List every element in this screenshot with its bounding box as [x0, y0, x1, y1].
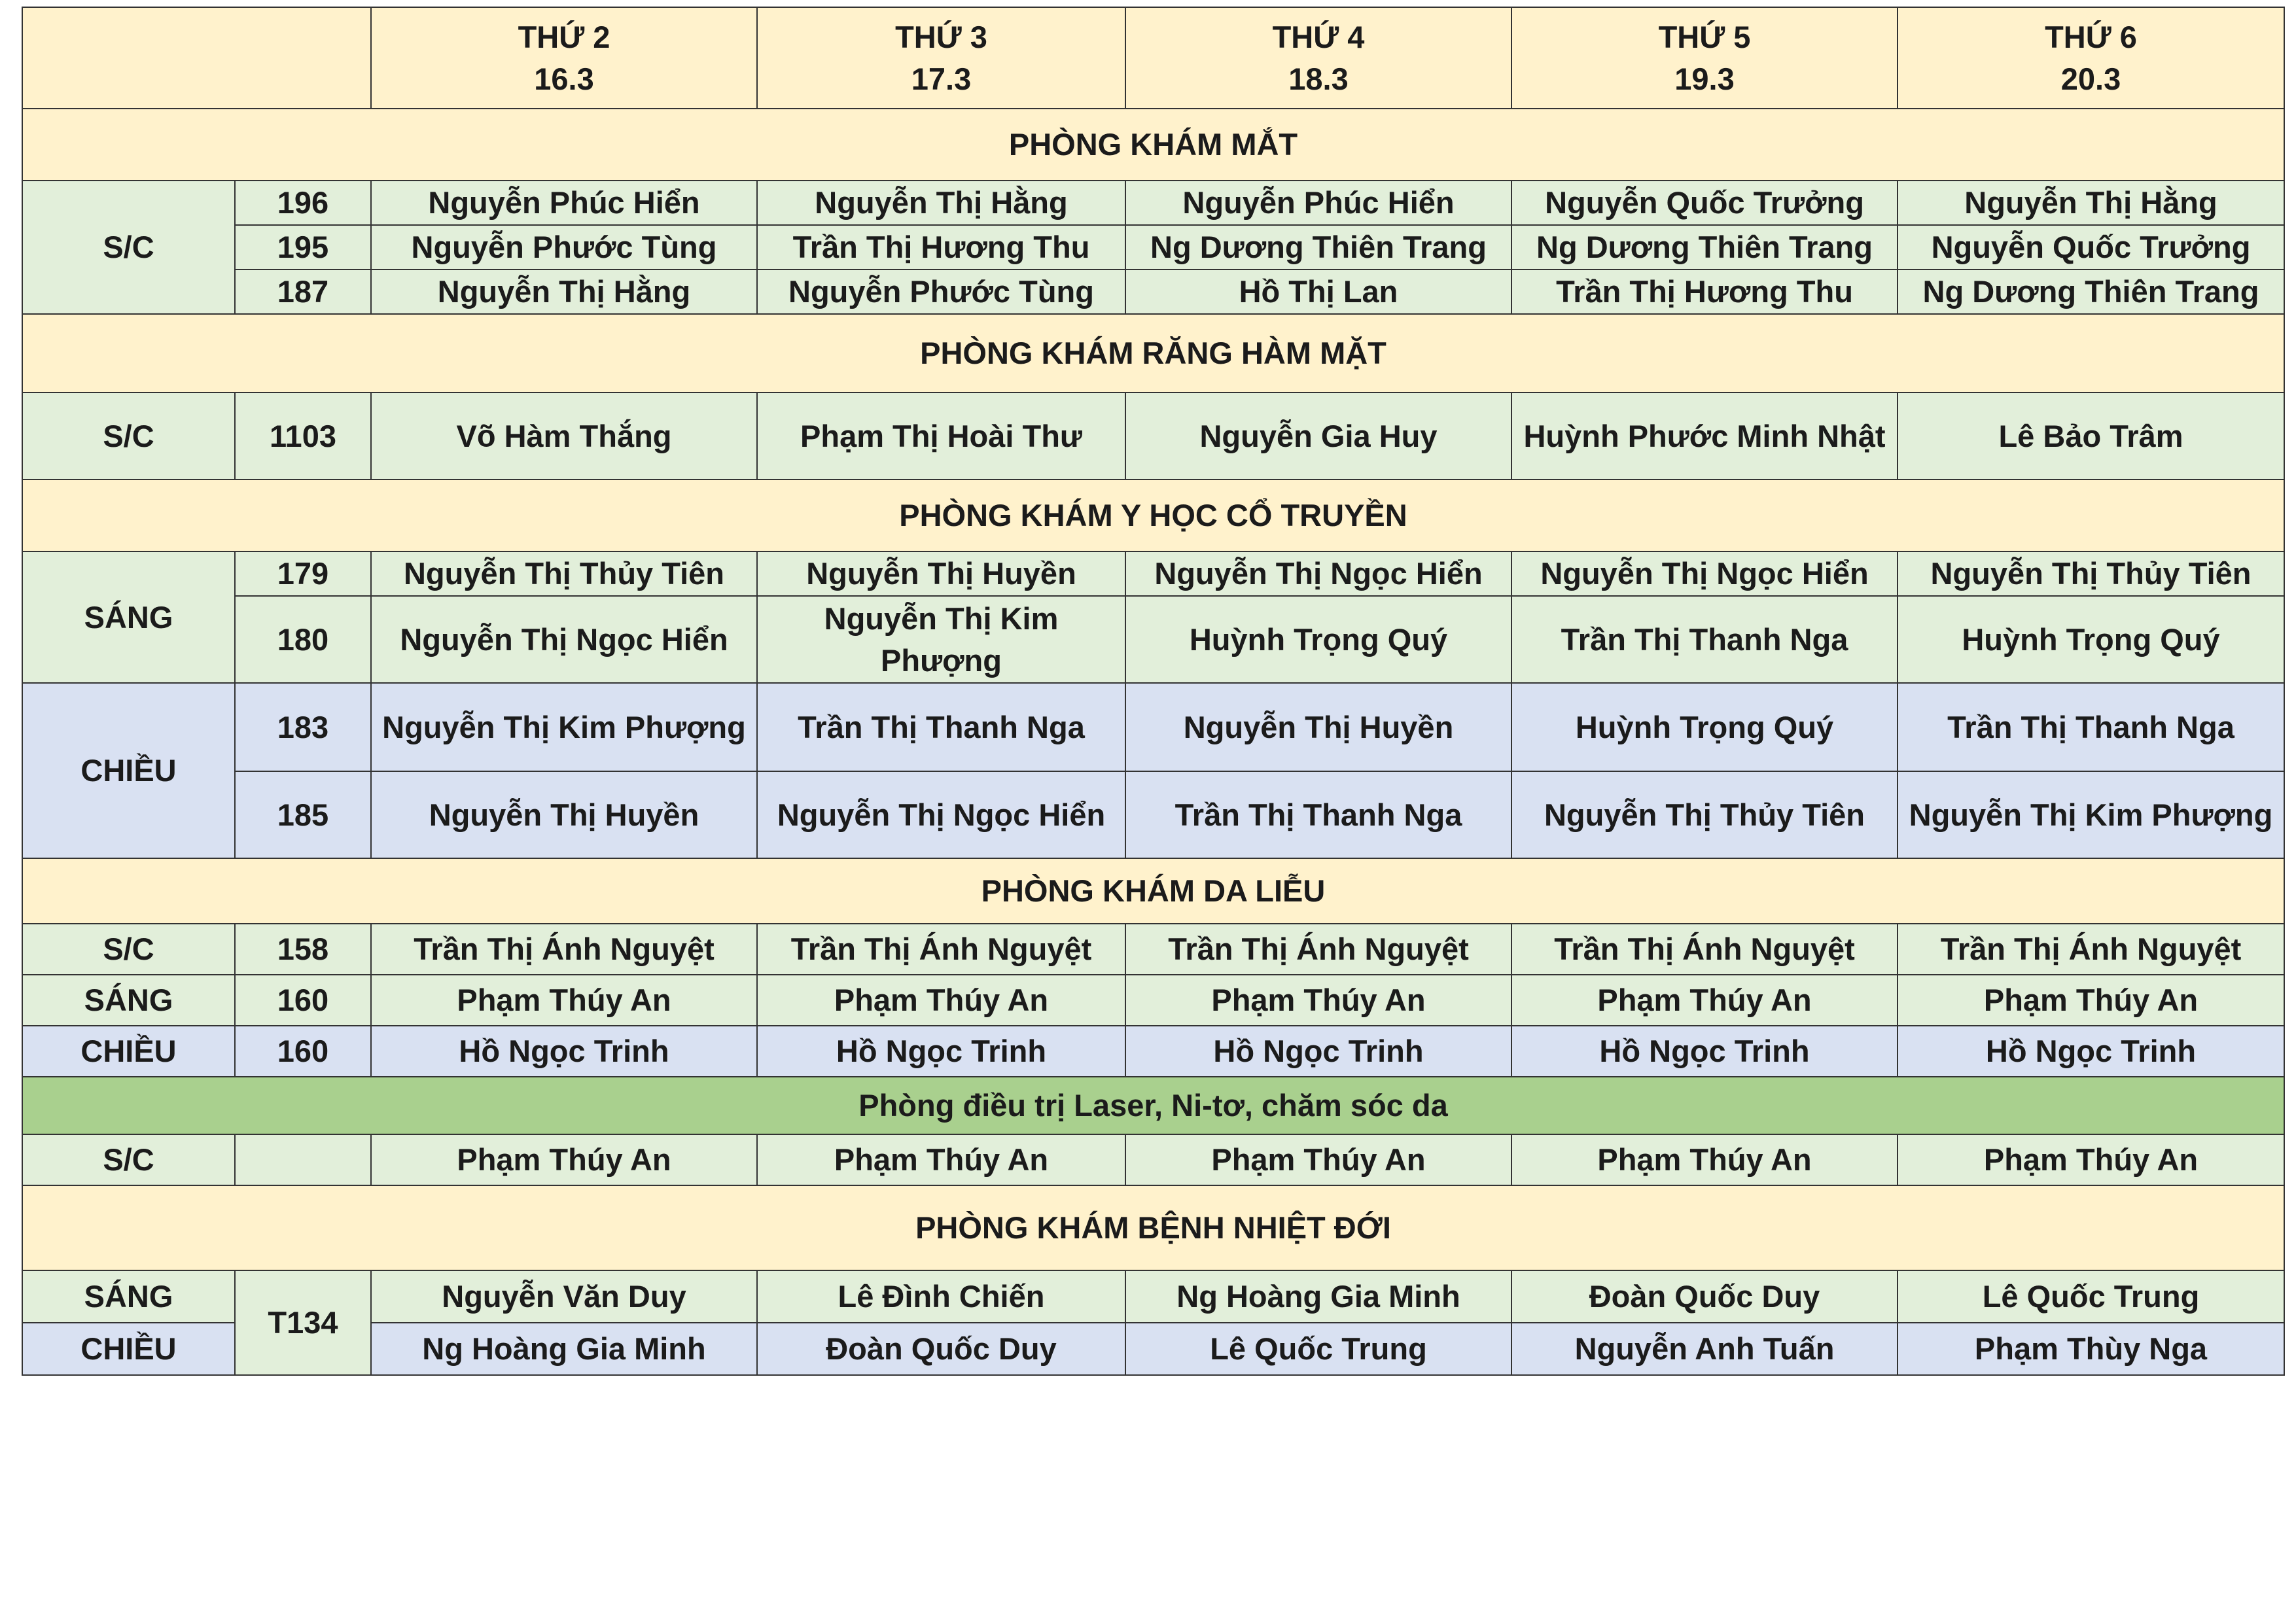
section-title-row [22, 314, 2284, 393]
doctor-cell: Hồ Ngọc Trinh [1898, 1026, 2284, 1077]
room-number: 196 [235, 181, 371, 225]
doctor-cell: Lê Quốc Trung [1898, 1270, 2284, 1323]
doctor-cell: Hồ Ngọc Trinh [757, 1026, 1125, 1077]
doctor-cell: Nguyễn Thị Ngọc Hiển [371, 596, 757, 683]
doctor-cell: Nguyễn Gia Huy [1125, 393, 1511, 480]
doctor-cell: Trần Thị Ánh Nguyệt [1898, 924, 2284, 975]
doctor-cell: Trần Thị Hương Thu [757, 225, 1125, 270]
shift-label: CHIỀU [22, 1026, 235, 1077]
doctor-cell: Lê Bảo Trâm [1898, 393, 2284, 480]
section-title: PHÒNG KHÁM MẮT [22, 109, 2284, 181]
doctor-cell: Phạm Thúy An [371, 1134, 757, 1185]
doctor-cell: Nguyễn Thị Huyền [371, 771, 757, 858]
doctor-cell: Đoàn Quốc Duy [1511, 1270, 1898, 1323]
doctor-cell: Nguyễn Thị Hằng [757, 181, 1125, 225]
doctor-cell: Nguyễn Quốc Trưởng [1898, 225, 2284, 270]
doctor-cell: Phạm Thúy An [757, 975, 1125, 1026]
shift-label: CHIỀU [22, 683, 235, 858]
doctor-cell: Ng Dương Thiên Trang [1511, 225, 1898, 270]
doctor-cell: Nguyễn Thị Ngọc Hiển [757, 771, 1125, 858]
doctor-cell: Nguyễn Thị Kim Phượng [1898, 771, 2284, 858]
table-row [22, 270, 2284, 314]
day-header [757, 7, 1125, 109]
doctor-cell: Nguyễn Văn Duy [371, 1270, 757, 1323]
doctor-cell: Trần Thị Thanh Nga [1898, 683, 2284, 771]
doctor-cell: Phạm Thúy An [1125, 1134, 1511, 1185]
room-number: 1103 [235, 393, 371, 480]
section-title-row [22, 480, 2284, 551]
day-date: 19.3 [1674, 61, 1735, 96]
doctor-cell: Nguyễn Thị Thủy Tiên [371, 551, 757, 596]
doctor-cell: Nguyễn Phúc Hiển [371, 181, 757, 225]
table-row [22, 181, 2284, 225]
doctor-cell: Hồ Ngọc Trinh [1125, 1026, 1511, 1077]
doctor-cell: Trần Thị Hương Thu [1511, 270, 1898, 314]
doctor-cell: Phạm Thùy Nga [1898, 1323, 2284, 1375]
doctor-cell: Nguyễn Phước Tùng [757, 270, 1125, 314]
table-row [22, 596, 2284, 683]
day-date: 17.3 [911, 61, 972, 96]
doctor-cell: Huỳnh Trọng Quý [1125, 596, 1511, 683]
doctor-cell: Phạm Thúy An [1511, 1134, 1898, 1185]
section-title: PHÒNG KHÁM Y HỌC CỔ TRUYỀN [22, 480, 2284, 551]
table-row [22, 975, 2284, 1026]
day-date: 20.3 [2060, 61, 2121, 96]
doctor-cell: Lê Đình Chiến [757, 1270, 1125, 1323]
room-number: 185 [235, 771, 371, 858]
doctor-cell: Trần Thị Ánh Nguyệt [757, 924, 1125, 975]
table-row [22, 551, 2284, 596]
shift-label: S/C [22, 924, 235, 975]
doctor-cell: Nguyễn Thị Hằng [1898, 181, 2284, 225]
day-date: 18.3 [1288, 61, 1349, 96]
shift-label: CHIỀU [22, 1323, 235, 1375]
doctor-cell: Nguyễn Thị Huyền [757, 551, 1125, 596]
doctor-cell: Nguyễn Quốc Trưởng [1511, 181, 1898, 225]
shift-label: S/C [22, 393, 235, 480]
doctor-cell: Hồ Ngọc Trinh [1511, 1026, 1898, 1077]
doctor-cell: Võ Hàm Thắng [371, 393, 757, 480]
doctor-cell: Nguyễn Thị Hằng [371, 270, 757, 314]
doctor-cell: Nguyễn Phước Tùng [371, 225, 757, 270]
shift-label: SÁNG [22, 975, 235, 1026]
schedule-table [22, 7, 2285, 1376]
doctor-cell: Huỳnh Trọng Quý [1511, 683, 1898, 771]
doctor-cell: Nguyễn Thị Ngọc Hiển [1511, 551, 1898, 596]
doctor-cell: Đoàn Quốc Duy [757, 1323, 1125, 1375]
doctor-cell: Nguyễn Thị Kim Phượng [757, 596, 1125, 683]
doctor-cell: Huỳnh Phước Minh Nhật [1511, 393, 1898, 480]
doctor-cell: Trần Thị Thanh Nga [1511, 596, 1898, 683]
doctor-cell: Phạm Thúy An [757, 1134, 1125, 1185]
day-header [1125, 7, 1511, 109]
room-number: 180 [235, 596, 371, 683]
doctor-cell: Ng Dương Thiên Trang [1898, 270, 2284, 314]
room-number: 160 [235, 975, 371, 1026]
section-title-row [22, 109, 2284, 181]
doctor-cell: Phạm Thúy An [1898, 1134, 2284, 1185]
shift-label: S/C [22, 1134, 235, 1185]
table-row [22, 1026, 2284, 1077]
day-name: THỨ 6 [2045, 20, 2137, 55]
doctor-cell: Phạm Thúy An [1898, 975, 2284, 1026]
room-number: 187 [235, 270, 371, 314]
day-name: THỨ 3 [895, 20, 987, 55]
doctor-cell: Phạm Thúy An [1511, 975, 1898, 1026]
doctor-cell: Ng Hoàng Gia Minh [371, 1323, 757, 1375]
doctor-cell: Nguyễn Anh Tuấn [1511, 1323, 1898, 1375]
doctor-cell: Nguyễn Thị Kim Phượng [371, 683, 757, 771]
doctor-cell: Trần Thị Ánh Nguyệt [371, 924, 757, 975]
room-number: 183 [235, 683, 371, 771]
doctor-cell: Nguyễn Thị Ngọc Hiển [1125, 551, 1511, 596]
table-row [22, 771, 2284, 858]
section-title: Phòng điều trị Laser, Ni-tơ, chăm sóc da [22, 1077, 2284, 1134]
room-number: 195 [235, 225, 371, 270]
day-header [1898, 7, 2284, 109]
doctor-cell: Ng Hoàng Gia Minh [1125, 1270, 1511, 1323]
table-row [22, 393, 2284, 480]
doctor-cell: Hồ Thị Lan [1125, 270, 1511, 314]
day-name: THỨ 5 [1658, 20, 1751, 55]
table-row [22, 924, 2284, 975]
doctor-cell: Nguyễn Phúc Hiển [1125, 181, 1511, 225]
room-number: T134 [235, 1270, 371, 1375]
doctor-cell: Phạm Thúy An [371, 975, 757, 1026]
shift-label: SÁNG [22, 1270, 235, 1323]
day-name: THỨ 2 [518, 20, 610, 55]
table-row [22, 1134, 2284, 1185]
section-title-row [22, 1185, 2284, 1270]
room-number: 179 [235, 551, 371, 596]
day-header [1511, 7, 1898, 109]
room-number [235, 1134, 371, 1185]
room-number: 160 [235, 1026, 371, 1077]
table-row [22, 225, 2284, 270]
day-name: THỨ 4 [1272, 20, 1365, 55]
shift-label: S/C [22, 181, 235, 314]
header-row [22, 7, 2284, 109]
section-title-row [22, 1077, 2284, 1134]
doctor-cell: Phạm Thúy An [1125, 975, 1511, 1026]
day-header [371, 7, 757, 109]
section-title-row [22, 858, 2284, 924]
doctor-cell: Nguyễn Thị Thủy Tiên [1898, 551, 2284, 596]
doctor-cell: Lê Quốc Trung [1125, 1323, 1511, 1375]
section-title: PHÒNG KHÁM BỆNH NHIỆT ĐỚI [22, 1185, 2284, 1270]
doctor-cell: Trần Thị Ánh Nguyệt [1511, 924, 1898, 975]
room-number: 158 [235, 924, 371, 975]
doctor-cell: Phạm Thị Hoài Thư [757, 393, 1125, 480]
doctor-cell: Trần Thị Thanh Nga [1125, 771, 1511, 858]
doctor-cell: Trần Thị Thanh Nga [757, 683, 1125, 771]
doctor-cell: Nguyễn Thị Huyền [1125, 683, 1511, 771]
section-title: PHÒNG KHÁM DA LIỄU [22, 858, 2284, 924]
day-date: 16.3 [534, 61, 594, 96]
table-row [22, 683, 2284, 771]
doctor-cell: Nguyễn Thị Thủy Tiên [1511, 771, 1898, 858]
doctor-cell: Trần Thị Ánh Nguyệt [1125, 924, 1511, 975]
section-title: PHÒNG KHÁM RĂNG HÀM MẶT [22, 314, 2284, 393]
shift-label: SÁNG [22, 551, 235, 683]
table-row [22, 1270, 2284, 1323]
header-corner [22, 7, 371, 109]
doctor-cell: Huỳnh Trọng Quý [1898, 596, 2284, 683]
doctor-cell: Ng Dương Thiên Trang [1125, 225, 1511, 270]
doctor-cell: Hồ Ngọc Trinh [371, 1026, 757, 1077]
